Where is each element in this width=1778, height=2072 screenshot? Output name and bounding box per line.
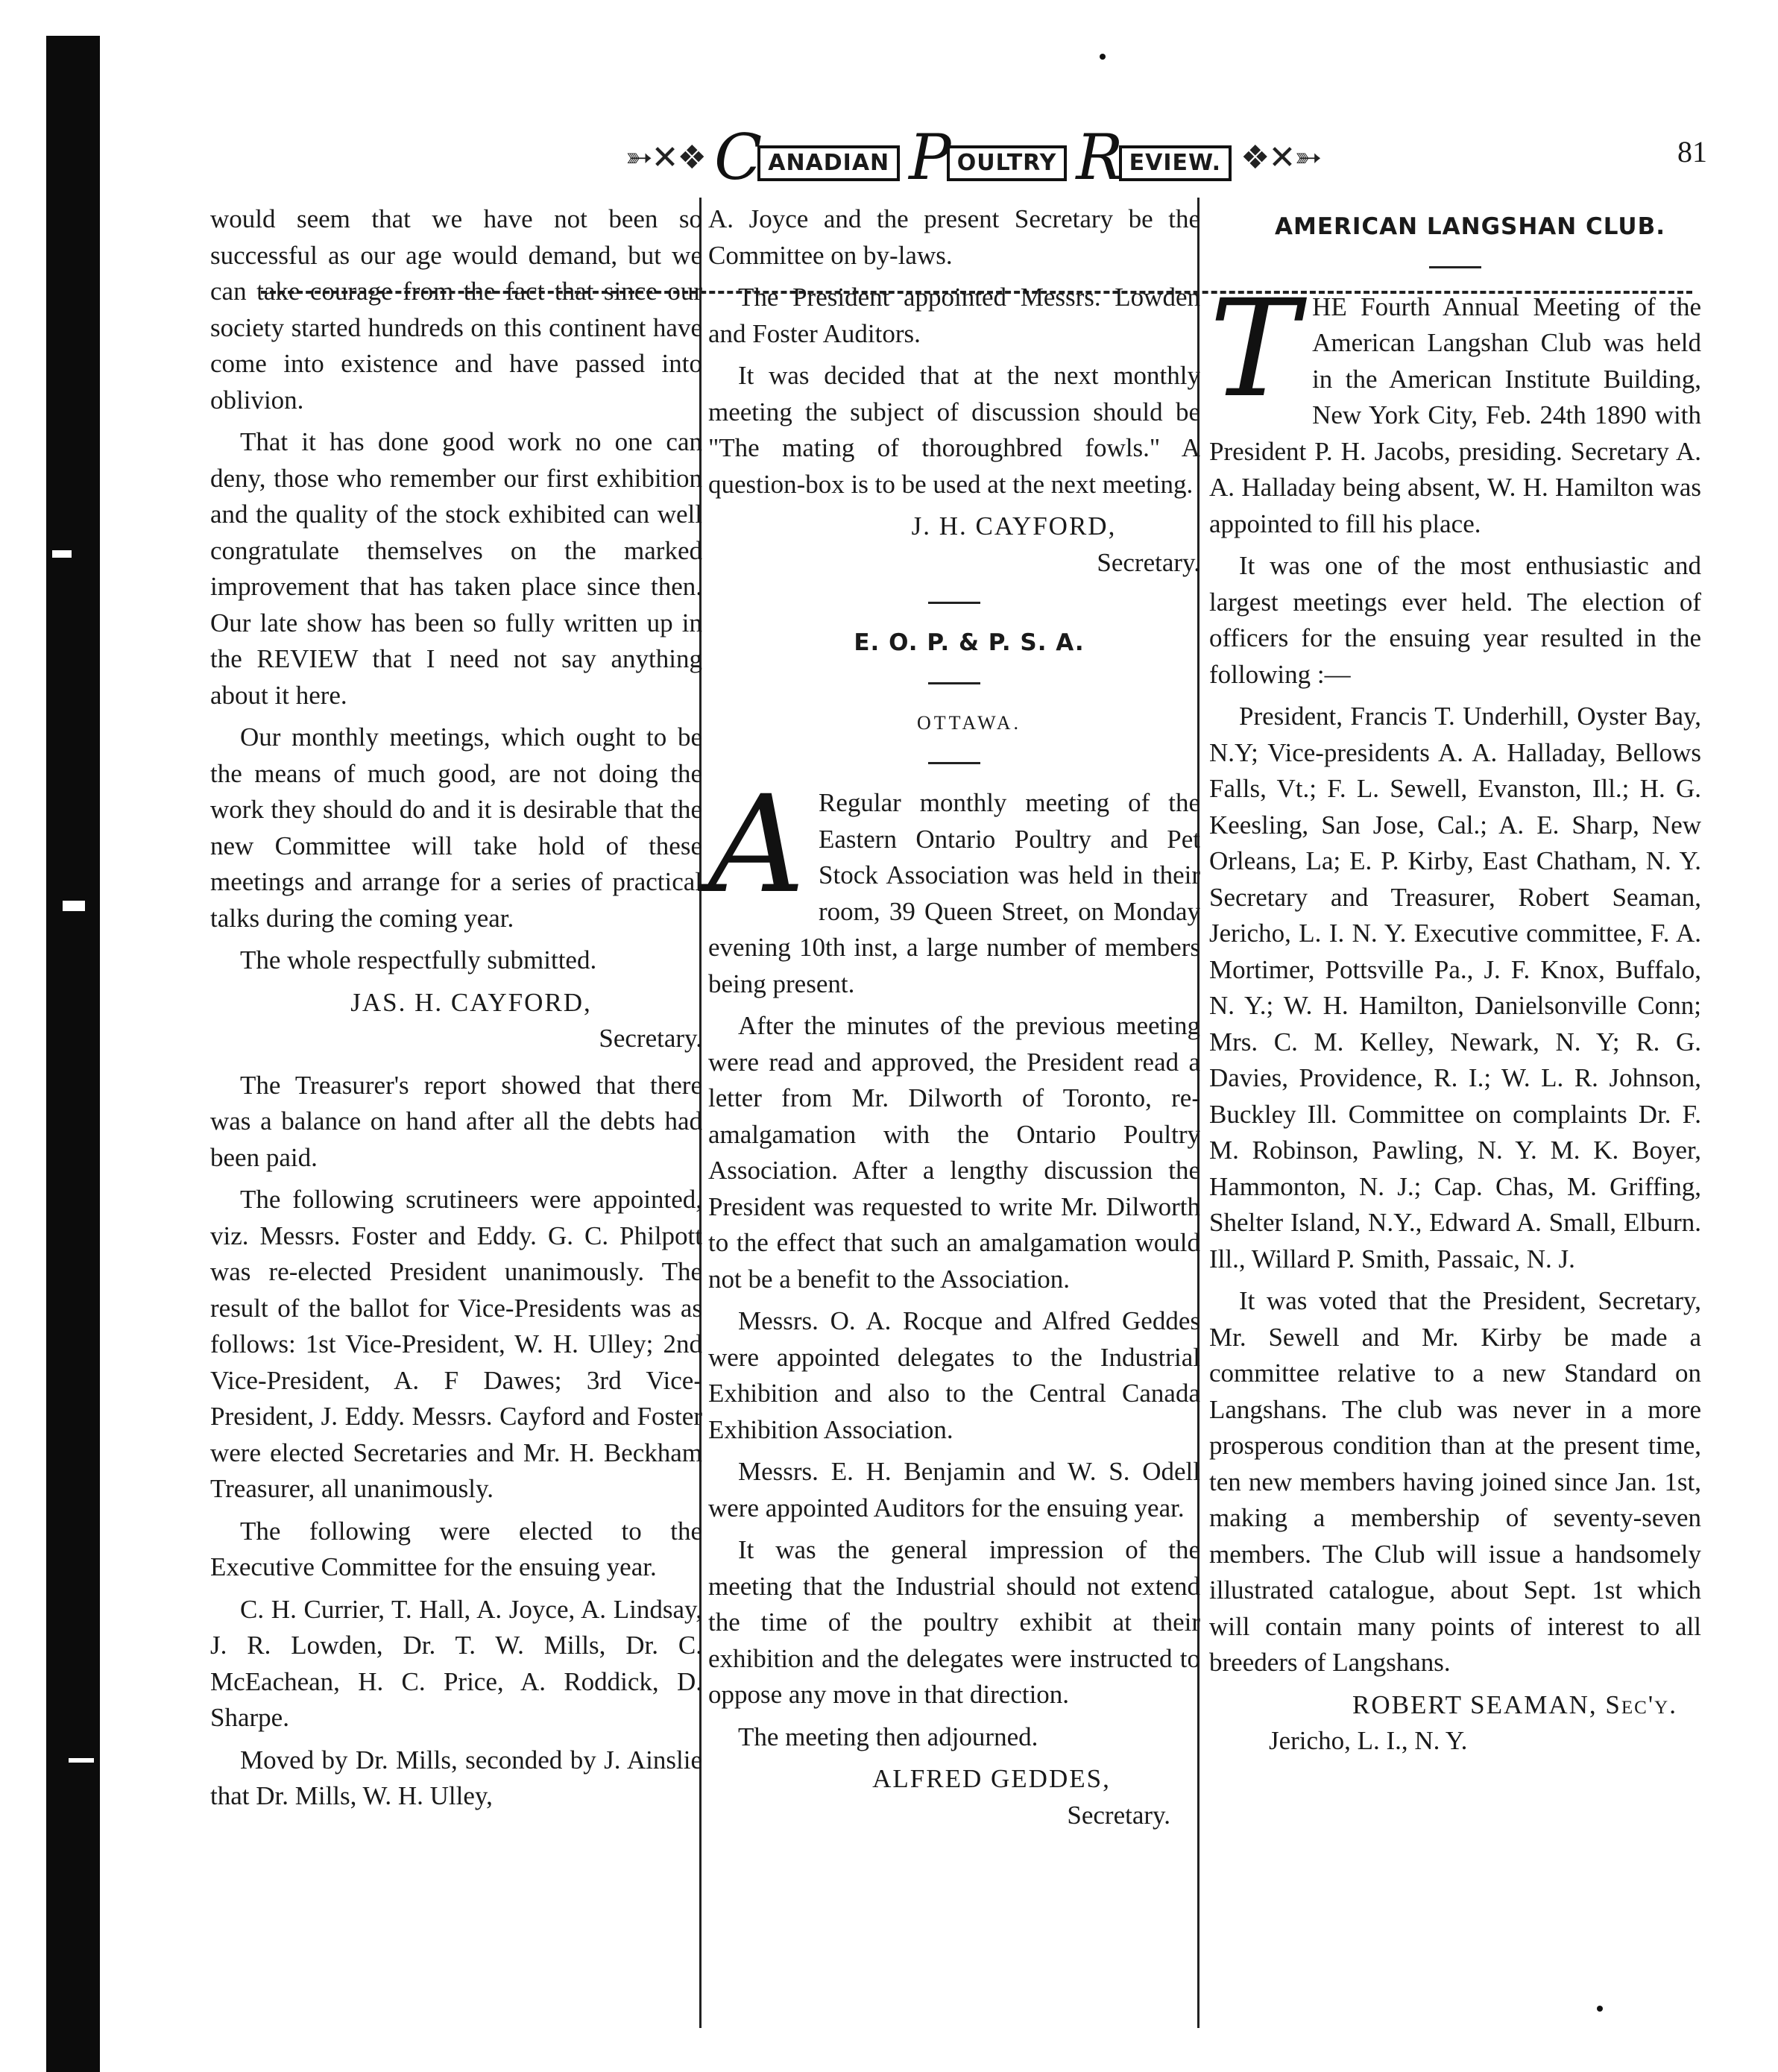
masthead-box: OULTRY [947,145,1068,181]
ornament-left-icon: ➳✕❖ [625,138,705,177]
paragraph: Moved by Dr. Mills, seconded by J. Ainslie that Dr. Mills, W. H. Ulley, [210,1745,702,1810]
page-number: 81 [1677,135,1707,169]
paragraph: C. H. Currier, T. Hall, A. Joyce, A. Lindsay, J. R. Lowden, Dr. T. W. Mills, Dr. C. McEachean, H. C. Price, A. Roddick, D. Sharpe. [210,1594,702,1732]
paragraph: Messrs. O. A. Rocque and Alfred Geddes were appointed delegates to the Industrial Exhibition and also to the Central Canada Exhibition Association. [708,1306,1200,1444]
signature-name: JAS. H. CAYFORD, [350,987,592,1017]
masthead-box: EVIEW. [1119,145,1232,181]
masthead-word-canadian [713,121,900,194]
drop-cap: T [1209,271,1299,427]
lead-text: Regular monthly meeting of the Eastern Ontario Poultry and Pet Stock Association was held in their room, 39 Queen Street, on Monday evening 10th inst, a large number of members being present. [708,788,1200,998]
masthead-cap: R [1076,121,1123,194]
masthead-box: ANADIAN [757,145,900,181]
signature-place: Jericho, L. I., N. Y. [1269,1726,1468,1755]
masthead-word-poultry [909,121,1067,194]
masthead-title [615,121,1331,194]
column-3 [1209,201,1701,1760]
column-1 [210,201,702,1821]
paragraph: It was the general impression of the meeting that the Industrial should not extend the time of the poultry exhibit at their exhibition and the delegates were instructed to oppose any move in that direction. [708,1535,1200,1709]
masthead-word-review [1076,121,1232,194]
section-rule [928,762,980,764]
column-2 [708,201,1200,1833]
paragraph: After the minutes of the previous meeting were read and approved, the President read a letter from Mr. Dilworth of Toronto, re-amalgamation with the Ontario Poultry Association. After a lengthy discussion the President was requested to write Mr. Dilworth to the effect that such an amalgamation would not be a benefit to the Association. [708,1011,1200,1294]
lead-paragraph [1209,271,1701,543]
section-rule [928,682,980,684]
paragraph: That it has done good work no one can deny, those who remember our first exhibition and the quality of the stock exhibited can well congratulate themselves on the marked improvement that has taken place since then. Our late show has been so fully written up in the REVIEW that I need not say anything about it here. [210,427,702,710]
paragraph: The President appointed Messrs. Lowden and Foster Auditors. [708,283,1200,348]
section-rule [1429,266,1481,268]
paragraph: It was decided that at the next monthly meeting the subject of discussion should be "The mating of thoroughbred fowls." A question-box is to be used at the next meeting. [708,361,1200,499]
paragraph: The following scrutineers were appointed, viz. Messrs. Foster and Eddy. G. C. Philpott was re-elected President unanimously. The result of the ballot for Vice-Presidents was as follows: 1st Vice-President, W. H. Ulley; 2nd Vice-President, A. F Dawes; 3rd Vice-President, J. Eddy. Messrs. Cayford and Foster were elected Secretaries and Mr. H. Beckham Treasurer, all unanimously. [210,1185,702,1503]
signature-title: Secretary. [1067,1800,1170,1830]
signature-name: ALFRED GEDDES, [872,1764,1111,1793]
paragraph: Our monthly meetings, which ought to be the means of much good, are not doing the work they should do and it is desirable that the new Committee will take hold of these meetings and arrange for a series of practical talks during the coming year. [210,722,702,933]
lead-text: HE Fourth Annual Meeting of the American Langshan Club was held in the American Institute Building, New York City, Feb. 24th 1890 with President P. H. Jacobs, presiding. Secretary A. A. Halladay being absent, W. H. Hamilton was appointed to fill his place. [1209,292,1701,538]
paragraph: The following were elected to the Executive Committee for the ensuing year. [210,1516,702,1581]
masthead-cap: C [713,121,763,194]
paragraph: The whole respectfully submitted. [240,945,597,974]
paragraph: would seem that we have not been so successful as our age would demand, but we can take courage from the fact that since our society started hundreds on this continent have come into existence and have passed into oblivion. [210,204,702,415]
paragraph: The Treasurer's report showed that there was a balance on hand after all the debts had been paid. [210,1070,702,1172]
paragraph: A. Joyce and the present Secretary be the Committee on by-laws. [708,204,1200,270]
section-heading: E. O. P. & P. S. A. [854,629,1085,656]
speck [1100,54,1106,60]
paragraph: Messrs. E. H. Benjamin and W. S. Odell were appointed Auditors for the ensuing year. [708,1457,1200,1522]
scan-edge-bar [46,36,100,2072]
paragraph: It was voted that the President, Secretary, Mr. Sewell and Mr. Kirby be made a committee relative to a new Standard on Langshans. The club was never in a more prosperous condition than at the present time, ten new members having joined since Jan. 1st, making a membership of seventy-seven members. The Club will issue a handsomely illustrated catalogue, about Sept. 1st which will contain many points of interest to all breeders of Langshans. [1209,1286,1701,1677]
masthead [201,119,1722,201]
section-rule [928,602,980,604]
speck [1597,2006,1603,2012]
drop-cap: A [708,767,805,923]
section-heading: AMERICAN LANGSHAN CLUB. [1274,213,1665,240]
signature-name: J. H. CAYFORD, [911,511,1117,541]
section-subheading: OTTAWA. [916,711,1022,734]
signature-title: Secretary. [1097,547,1200,577]
signature-title: Secretary. [599,1024,702,1053]
paragraph: The meeting then adjourned. [738,1722,1038,1751]
lead-paragraph [708,767,1200,1002]
signature-name: ROBERT SEAMAN, Sec'y. [1352,1690,1677,1719]
masthead-cap: P [909,121,951,194]
paragraph: It was one of the most enthusiastic and largest meetings ever held. The election of officers for the ensuing year resulted in the following :— [1209,551,1701,689]
ornament-right-icon: ❖✕➳ [1240,138,1321,177]
paragraph: President, Francis T. Underhill, Oyster Bay, N.Y; Vice-presidents A. A. Halladay, Bellows Falls, Vt.; F. L. Sewell, Evanston, Ill.; H. G. Keesling, San Jose, Cal.; A. E. Sharp, New Orleans, La; E. P. Kirby, East Chatham, N. Y. Secretary and Treasurer, Robert Seaman, Jericho, L. I. N. Y. Executive committee, F. A. Mortimer, Pottsville Pa., J. F. Knox, Buffalo, N. Y.; W. H. Hamilton, Danielsonville Conn; Mrs. C. M. Kelley, Newark, N. Y; R. G. Davies, Providence, R. I.; W. L. R. Johnson, Buckley Ill. Committee on complaints Dr. F. M. Robinson, Pawling, N. Y. M. K. Boyer, Hammonton, N. J.; Cap. Chas, M. Griffing, Shelter Island, N.Y., Edward A. Small, Elburn. Ill., Willard P. Smith, Passaic, N. J. [1209,702,1701,1273]
page [201,0,1722,2072]
